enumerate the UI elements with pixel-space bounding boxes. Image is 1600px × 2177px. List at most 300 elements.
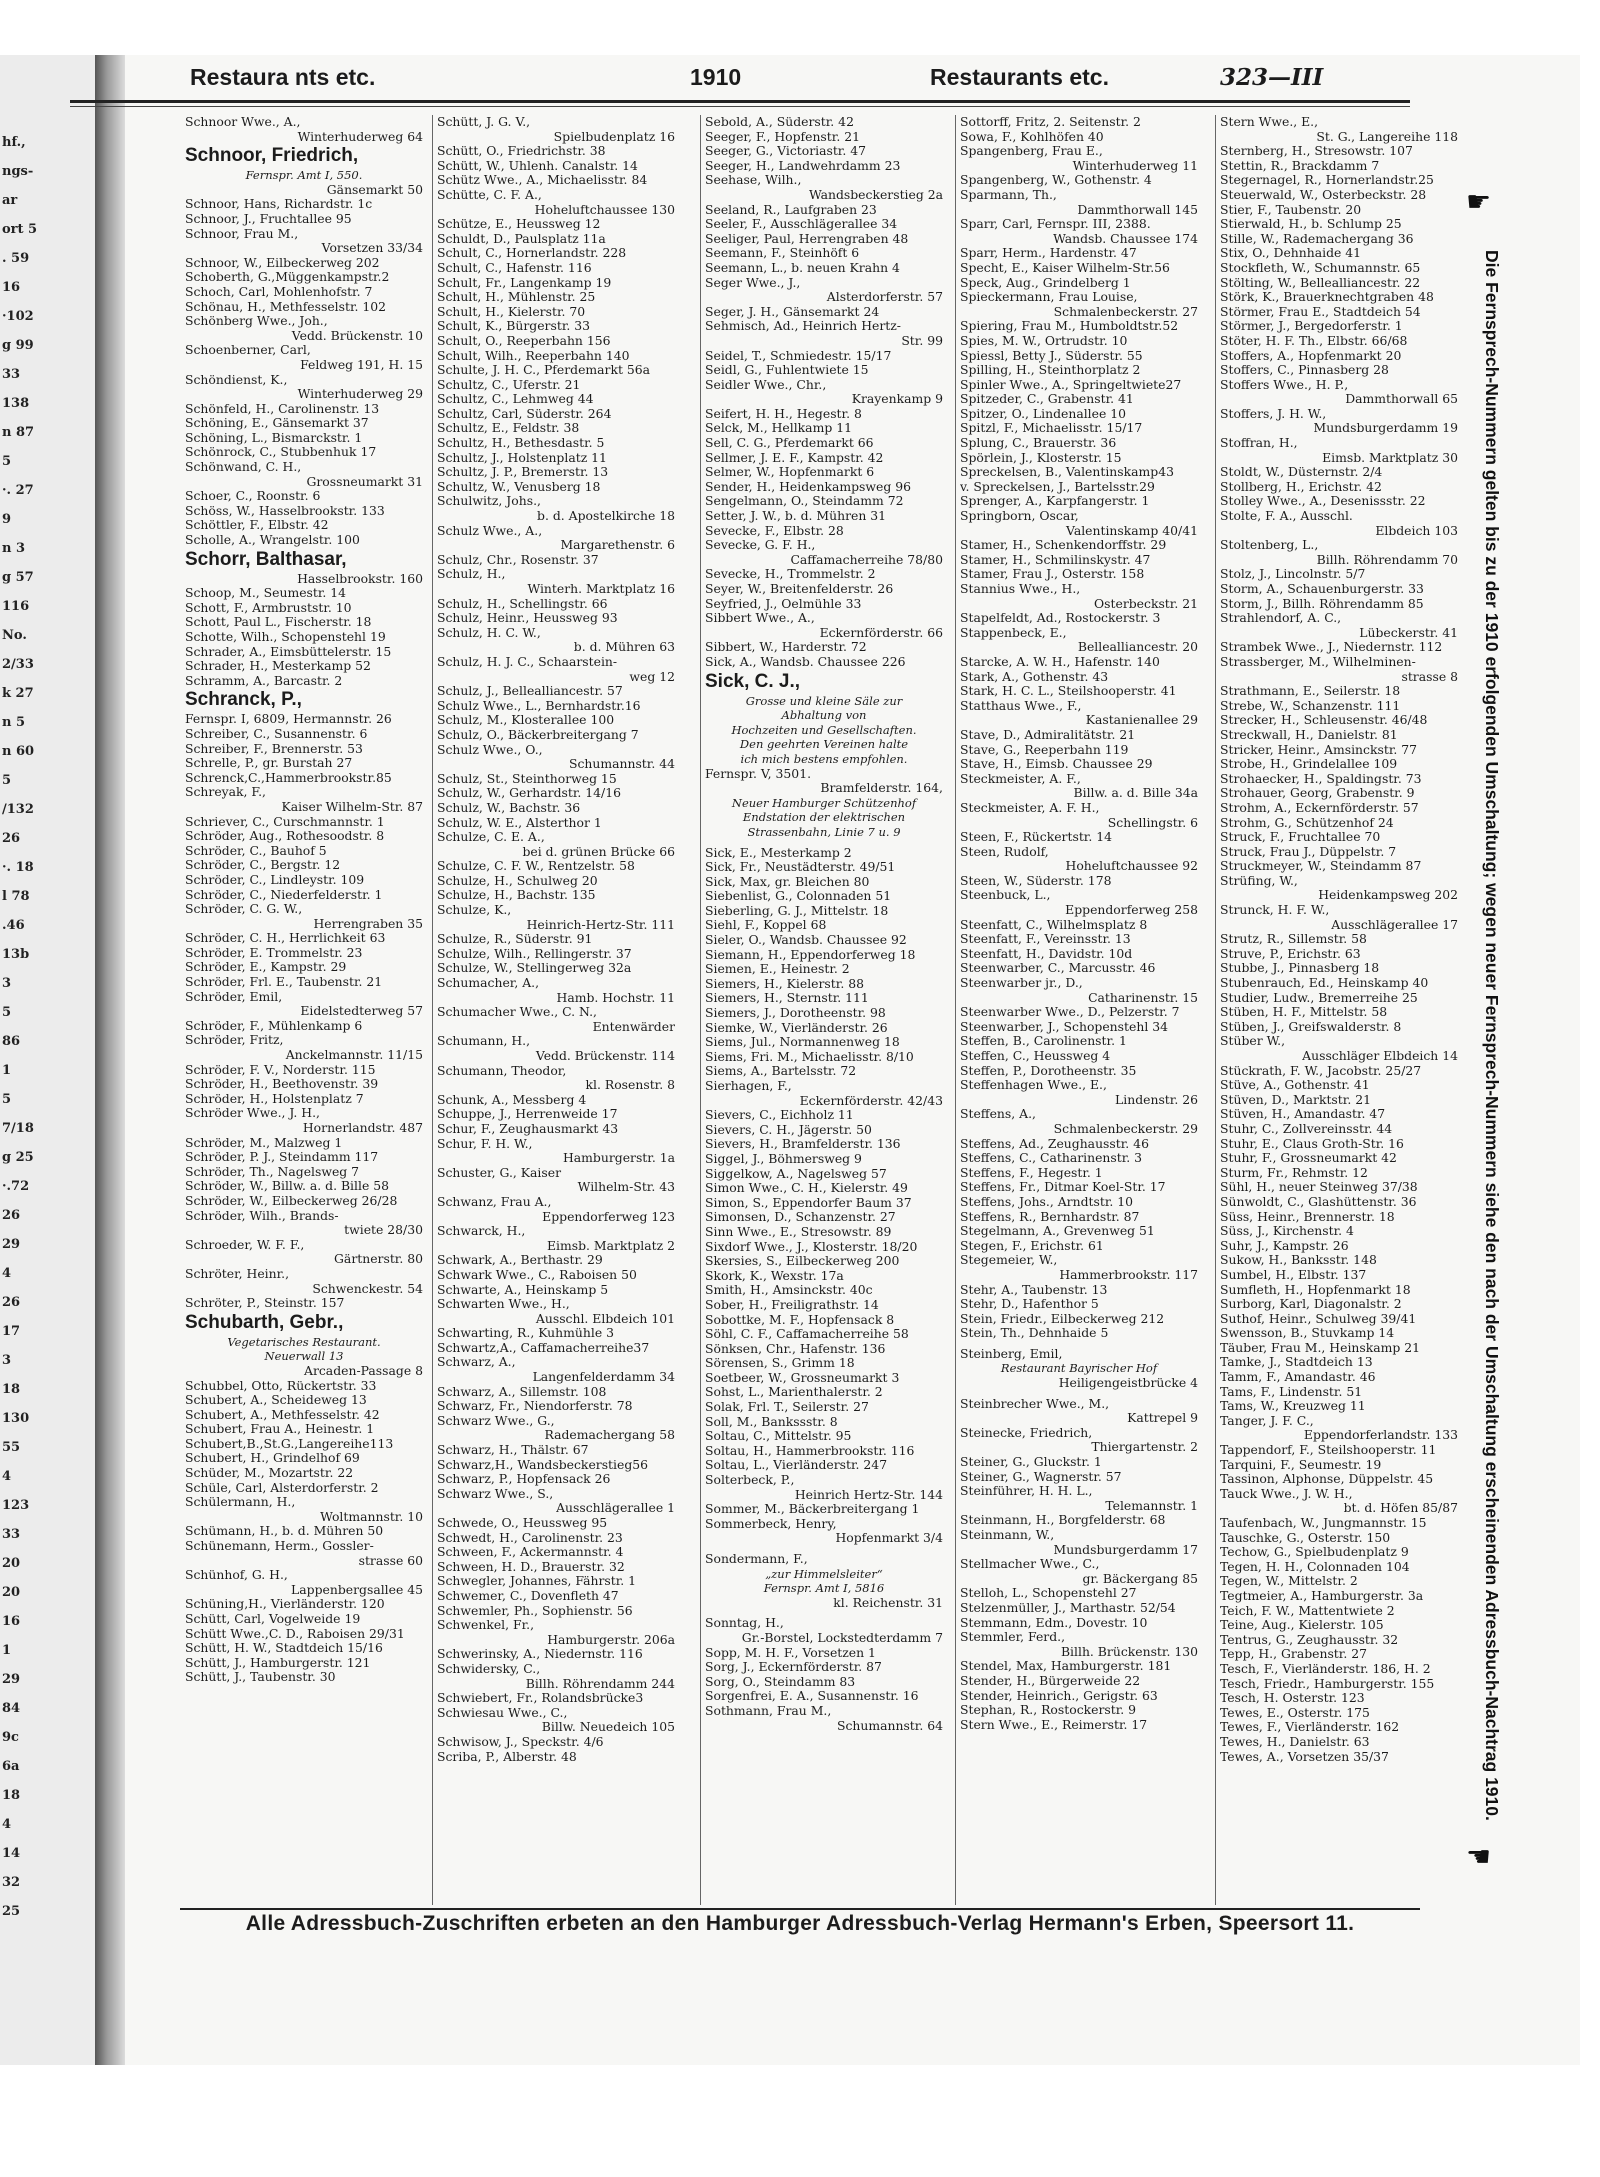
adjacent-page-fragment: hf.,	[2, 135, 26, 150]
directory-entry: Schulze, C. F. W., Rentzelstr. 58	[437, 859, 635, 874]
directory-entry: Schulte, J. H. C., Pferdemarkt 56a	[437, 363, 651, 378]
directory-entry: Skersies, S., Eilbeckerweg 200	[705, 1254, 900, 1269]
directory-entry: Tewes, A., Vorsetzen 35/37	[1220, 1749, 1389, 1764]
directory-entry: Schütt Wwe.,C. D., Raboisen 29/31	[185, 1626, 405, 1641]
page-number: 323—III	[1220, 64, 1324, 91]
directory-entry: Schultz, J. P., Bremerstr. 13	[437, 465, 609, 480]
directory-entry: Strunck, H. F. W.,	[1220, 903, 1330, 918]
directory-entry: Stamer, H., Schenkendorffstr. 29	[960, 538, 1167, 553]
directory-entry: Schultz, W., Venusberg 18	[437, 479, 601, 494]
directory-entry: Restaurant Bayrischer Hof	[1000, 1361, 1158, 1376]
directory-entry: Schnoor, J., Fruchtallee 95	[185, 211, 352, 226]
directory-entry: Schröder, H., Holstenplatz 7	[185, 1091, 364, 1106]
directory-entry: Schultz, C., Uferstr. 21	[437, 377, 581, 392]
directory-entry: Eckernförderstr. 66	[819, 625, 943, 640]
directory-entry: Studier, Ludw., Bremerreihe 25	[1220, 990, 1418, 1005]
adjacent-page-fragment: g 57	[2, 570, 34, 585]
directory-entry: b. d. Mühren 63	[573, 640, 675, 655]
directory-entry: Simon, S., Eppendorfer Baum 37	[705, 1195, 912, 1210]
directory-entry: Stettin, R., Brackdamm 7	[1220, 158, 1380, 173]
directory-entry: Steinmann, W.,	[960, 1528, 1055, 1542]
directory-entry: Hoheluftchaussee 130	[534, 202, 675, 217]
directory-entry: Catharinenstr. 15	[1088, 990, 1198, 1005]
directory-entry: Siemann, H., Eppendorferweg 18	[705, 947, 916, 962]
directory-entry: Stuhr, F., Grossneumarkt 42	[1220, 1151, 1397, 1166]
adjacent-page-fragment: 1	[2, 1063, 12, 1078]
directory-entry: Eppendorferweg 258	[1065, 903, 1198, 918]
column-2	[437, 115, 675, 1905]
directory-entry: Caffamacherreihe 78/80	[790, 552, 943, 567]
directory-entry: Stubenrauch, Ed., Heinskamp 40	[1220, 976, 1429, 991]
directory-entry: Stille, W., Rademachergang 36	[1220, 231, 1414, 246]
directory-entry: Schur, F., Zeughausmarkt 43	[437, 1121, 619, 1136]
directory-entry: Billw. a. d. Bille 34a	[1073, 786, 1198, 801]
directory-entry: Sick, Fr., Neustädterstr. 49/51	[705, 860, 896, 875]
directory-entry: ich mich bestens empfohlen.	[740, 751, 908, 766]
directory-entry: Hamb. Hochstr. 11	[556, 990, 675, 1005]
directory-entry: Scriba, P., Alberstr. 48	[437, 1749, 577, 1764]
directory-entry: Tewes, H., Danielstr. 63	[1220, 1734, 1370, 1749]
directory-entry: Schütz Wwe., A., Michaelisstr. 84	[437, 173, 648, 188]
directory-entry: Vegetarisches Restaurant.	[227, 1334, 381, 1349]
directory-entry: Soltau, C., Mittelstr. 95	[705, 1429, 852, 1444]
directory-entry: Schulz, St., Steinthorweg 15	[437, 771, 617, 786]
directory-entry: Tauck Wwe., J. W. H.,	[1220, 1486, 1353, 1501]
directory-entry: Schüder, M., Mozartstr. 22	[185, 1466, 354, 1481]
directory-entry: Abhaltung von	[781, 708, 867, 723]
directory-entry: Statthaus Wwe., F.,	[960, 698, 1082, 713]
directory-entry: Sieler, O., Wandsb. Chaussee 92	[705, 933, 907, 948]
directory-entry: Ausschl. Elbdeich 101	[535, 1311, 675, 1326]
directory-entry: Schülermann, H.,	[185, 1495, 296, 1510]
directory-entry: Sengelmann, O., Steindamm 72	[705, 494, 904, 509]
directory-entry: Täuber, Frau M., Heinskamp 21	[1220, 1340, 1421, 1355]
directory-entry: Stubbe, J., Pinnasberg 18	[1220, 961, 1380, 976]
adjacent-page-fragment: 5	[2, 773, 12, 788]
directory-entry: Schreiber, F., Brennerstr. 53	[185, 741, 363, 756]
directory-entry: Schröder, H., Beethovenstr. 39	[185, 1077, 379, 1092]
directory-entry: Fernspr. Amt I, 550.	[245, 168, 363, 183]
directory-entry: Tappendorf, F., Steilshooperstr. 11	[1220, 1443, 1437, 1458]
column-divider	[955, 115, 956, 1905]
directory-entry: Schöttler, F., Elbstr. 42	[185, 518, 329, 533]
directory-entry: Siems, Fri. M., Michaelisstr. 8/10	[705, 1049, 914, 1064]
directory-entry: Steffens, Ad., Zeughausstr. 46	[960, 1136, 1149, 1151]
directory-entry: Margarethenstr. 6	[560, 538, 675, 553]
directory-entry: Stehr, D., Hafenthor 5	[960, 1297, 1099, 1312]
footer-notice: Alle Adressbuch-Zuschriften erbeten an den Hamburger Adressbuch-Verlag Hermann's Erben, Speersort 11.	[245, 1912, 1355, 1935]
directory-entry: Tassinon, Alphonse, Düppelstr. 45	[1220, 1472, 1434, 1487]
directory-entry: Sievers, C., Eichholz 11	[705, 1108, 854, 1123]
directory-entry: Siggel, J., Böhmersweg 9	[705, 1151, 862, 1166]
directory-entry: Schwarz,H., Wandsbeckerstieg56	[437, 1457, 649, 1472]
directory-entry: kl. Reichenstr. 31	[833, 1595, 943, 1610]
directory-entry: Schumann, H.,	[437, 1034, 531, 1049]
directory-entry: Spitzer, O., Lindenallee 10	[960, 406, 1127, 421]
directory-entry: Storm, J., Billh. Röhrendamm 85	[1220, 596, 1424, 611]
directory-entry: Splung, C., Brauerstr. 36	[960, 436, 1117, 451]
directory-entry: Seeliger, Paul, Herrengraben 48	[705, 231, 909, 246]
directory-entry: Soltau, H., Hammerbrookstr. 116	[705, 1443, 915, 1458]
directory-entry: Billh. Röhrendamm 244	[525, 1676, 675, 1691]
directory-entry: Schröder, P. J., Steindamm 117	[185, 1150, 379, 1165]
directory-entry: Seifert, H. H., Hegestr. 8	[705, 406, 862, 421]
adjacent-page-fragment: 18	[2, 1788, 21, 1803]
adjacent-page-fragment: 5	[2, 1005, 12, 1020]
directory-entry: Dammthorwall 65	[1345, 392, 1458, 407]
directory-entry: Grossneumarkt 31	[306, 474, 423, 489]
column-divider	[700, 115, 701, 1905]
directory-entry: Seeler, F., Ausschlägerallee 34	[705, 217, 898, 232]
directory-entry: Störmer, Frau E., Stadtdeich 54	[1220, 304, 1421, 319]
directory-entry: Stave, H., Eimsb. Chaussee 29	[960, 757, 1153, 772]
directory-entry: Stark, H. C. L., Steilshooperstr. 41	[960, 684, 1177, 699]
column-3	[705, 115, 943, 1905]
directory-entry: Stemmann, Edm., Dovestr. 10	[960, 1615, 1148, 1630]
directory-entry: Stüben, J., Greifswalderstr. 8	[1220, 1019, 1402, 1034]
directory-entry: Sternberg, H., Stresowstr. 107	[1220, 144, 1413, 159]
adjacent-page-fragment: 6a	[2, 1759, 20, 1774]
directory-entry: Stoffers, A., Hopfenmarkt 20	[1220, 348, 1402, 363]
directory-entry: Störmer, J., Bergedorferstr. 1	[1220, 319, 1403, 334]
adjacent-page-fragment: .46	[2, 918, 25, 933]
directory-entry: Steinbrecher Wwe., M.,	[960, 1396, 1110, 1411]
directory-entry: Mundsburgerdamm 17	[1053, 1542, 1198, 1557]
directory-entry: Stölting, W., Bellealliancestr. 22	[1220, 275, 1421, 290]
directory-entry: Strecker, H., Schleusenstr. 46/48	[1220, 713, 1428, 728]
directory-entry: Steenfatt, F., Vereinsstr. 13	[960, 932, 1131, 947]
directory-entry: Steffen, C., Heussweg 4	[960, 1049, 1111, 1063]
directory-entry: Schubbel, Otto, Rückertstr. 33	[185, 1378, 377, 1393]
directory-entry: Fernspr. I, 6809, Hermannstr. 26	[185, 712, 392, 727]
directory-entry: Schnoor, Hans, Richardstr. 1c	[185, 197, 373, 212]
directory-entry: Schwarz, H., Thälstr. 67	[437, 1443, 589, 1458]
directory-entry: Schwarte, A., Heinskamp 5	[437, 1282, 609, 1297]
directory-entry: Schulz, H. J. C., Schaarstein-	[437, 654, 618, 669]
adjacent-page-fragment: 116	[2, 599, 30, 614]
directory-entry: Stöter, H. F. Th., Elbstr. 66/68	[1220, 333, 1408, 348]
directory-entry: Schween, F., Ackermannstr. 4	[437, 1545, 624, 1560]
directory-entry: Schwenckestr. 54	[312, 1281, 423, 1296]
directory-entry: Siemers, H., Kielerstr. 88	[705, 976, 864, 991]
directory-entry: Vedd. Brückenstr. 10	[291, 328, 423, 343]
directory-entry: Schult, O., Reeperbahn 156	[437, 333, 611, 348]
directory-entry: Sowa, F., Kohlhöfen 40	[960, 129, 1104, 144]
directory-entry: Spielbudenplatz 16	[553, 129, 675, 144]
directory-entry: Simon Wwe., C. H., Kielerstr. 49	[705, 1181, 908, 1196]
directory-entry: Krayenkamp 9	[851, 392, 943, 407]
directory-entry: kl. Rosenstr. 8	[585, 1078, 675, 1093]
adjacent-page-fragment: 26	[2, 831, 21, 846]
directory-entry: Tegen, W., Mittelstr. 2	[1220, 1574, 1358, 1589]
directory-entry: Schoch, Carl, Mohlenhofstr. 7	[185, 284, 373, 299]
directory-entry: Schwede, O., Heussweg 95	[437, 1516, 608, 1530]
adjacent-page-fragment: n 60	[2, 744, 35, 759]
directory-entry: Schubert, A., Methfesselstr. 42	[185, 1407, 380, 1422]
directory-entry: Sehmisch, Ad., Heinrich Hertz-	[705, 319, 901, 334]
directory-entry: Stierwald, H., b. Schlump 25	[1220, 217, 1402, 232]
directory-entry: Siems, A., Bartelsstr. 72	[705, 1064, 857, 1079]
adjacent-page-fragment: 3	[2, 1353, 12, 1368]
directory-entry: Stapelfeldt, Ad., Rostockerstr. 3	[960, 611, 1161, 626]
directory-entry: Bellealliancestr. 20	[1077, 640, 1198, 655]
directory-entry: Stehr, A., Taubenstr. 13	[960, 1282, 1108, 1297]
directory-entry: Strohaecker, H., Spaldingstr. 73	[1220, 771, 1422, 786]
directory-entry: Schellingstr. 6	[1107, 815, 1198, 830]
directory-entry: Grosse und kleine Säle zur	[745, 693, 903, 708]
directory-entry: Arcaden-Passage 8	[304, 1363, 423, 1378]
directory-entry: Strohauer, Georg, Grabenstr. 9	[1220, 786, 1415, 801]
directory-entry: Steenbuck, L.,	[960, 888, 1051, 903]
directory-entry: Schoop, M., Seumestr. 14	[185, 586, 347, 601]
directory-entry: Tesch, H. Osterstr. 123	[1220, 1691, 1365, 1706]
directory-entry: Sober, H., Freiligrathstr. 14	[705, 1297, 879, 1312]
directory-entry: Schröter, P., Steinstr. 157	[185, 1296, 345, 1311]
directory-entry: Solak, Frl. T., Seilerstr. 27	[705, 1400, 869, 1415]
directory-entry: Schrader, A., Eimsbüttelerstr. 15	[185, 644, 392, 659]
directory-entry: Sonntag, H.,	[705, 1616, 784, 1631]
directory-entry: Schulz Wwe., O.,	[437, 742, 543, 757]
directory-entry: Hopfenmarkt 3/4	[835, 1531, 943, 1546]
directory-entry: Schult, H., Kielerstr. 70	[437, 304, 586, 319]
directory-entry: Spangenberg, Frau E.,	[960, 144, 1103, 159]
directory-entry: Schwiesau Wwe., C.,	[437, 1705, 568, 1720]
directory-entry: Steffen, P., Dorotheenstr. 35	[960, 1063, 1137, 1078]
adjacent-page-fragment: /132	[2, 802, 34, 817]
directory-entry: Stender, Heinrich., Gerigstr. 63	[960, 1688, 1158, 1703]
directory-entry: Schütt, H. W., Stadtdeich 15/16	[185, 1641, 383, 1656]
directory-entry: Stüven, H., Amandastr. 47	[1220, 1107, 1386, 1122]
directory-entry: Strohm, G., Schützenhof 24	[1220, 815, 1394, 830]
directory-entry: Schubert,B.,St.G.,Langereihe113	[185, 1436, 394, 1451]
directory-entry: Seidl, G., Fuhlentwiete 15	[705, 363, 869, 378]
directory-entry: Neuer Hamburger Schützenhof	[731, 795, 917, 810]
directory-entry: Siemen, E., Heinestr. 2	[705, 962, 850, 977]
directory-entry: Sick, Max, gr. Bleichen 80	[705, 874, 870, 889]
directory-entry: Suthof, Heinr., Schulweg 39/41	[1220, 1311, 1417, 1326]
directory-entry: Schulz, Chr., Rosenstr. 37	[437, 552, 599, 567]
directory-entry: Steffen, B., Carolinenstr. 1	[960, 1034, 1127, 1049]
directory-entry: Steenfatt, C., Wilhelmsplatz 8	[960, 917, 1148, 932]
directory-entry: Struve, P., Erichstr. 63	[1220, 946, 1361, 961]
directory-entry: Heinrich-Hertz-Str. 111	[526, 917, 675, 932]
directory-entry: gr. Bäckergang 85	[1082, 1571, 1198, 1586]
directory-entry: Seemann, F., Steinhöft 6	[705, 246, 860, 261]
directory-entry: Schütt, J., Hamburgerstr. 121	[185, 1655, 371, 1670]
adjacent-page-fragment: 5	[2, 454, 12, 469]
directory-entry: Schröder, W., Billw. a. d. Bille 58	[185, 1179, 389, 1194]
directory-entry: Schümann, H., b. d. Mühren 50	[185, 1524, 384, 1539]
directory-entry: Sörensen, S., Grimm 18	[705, 1356, 855, 1371]
directory-entry: Steinmann, H., Borgfelderstr. 68	[960, 1513, 1166, 1528]
header-rule	[70, 100, 1410, 103]
directory-entry: Sievers, H., Bramfelderstr. 136	[705, 1137, 901, 1152]
directory-entry: Schröder, F., Mühlenkamp 6	[185, 1018, 363, 1033]
directory-entry: Tauschke, G., Osterstr. 150	[1220, 1530, 1391, 1545]
directory-entry: Steckmeister, A. F. H.,	[960, 800, 1100, 815]
directory-entry: Schüning,H., Vierländerstr. 120	[185, 1597, 385, 1612]
directory-entry: Steffens, F., Hegestr. 1	[960, 1165, 1103, 1180]
directory-entry: Schult, Fr., Langenkamp 19	[437, 275, 612, 290]
adjacent-page-fragment: 123	[2, 1498, 30, 1513]
directory-entry: Sobottke, M. F., Hopfensack 8	[705, 1312, 895, 1327]
directory-entry: Steenwarber, J., Schopenstehl 34	[960, 1019, 1168, 1034]
directory-entry: Telemannstr. 1	[1105, 1498, 1198, 1513]
directory-entry: Schulz, Heinr., Heussweg 93	[437, 611, 618, 626]
directory-entry: Süss, J., Kirchenstr. 4	[1220, 1224, 1354, 1239]
page-header	[70, 62, 1410, 98]
directory-entry: Schröder, C., Niederfelderstr. 1	[185, 887, 383, 902]
featured-entry-name: Schranck, P.,	[185, 689, 302, 711]
directory-entry: Stoffers, J. H. W.,	[1220, 406, 1327, 421]
adjacent-page-fragment: 2/33	[2, 657, 34, 672]
directory-entry: Schultz, Carl, Süderstr. 264	[437, 406, 612, 421]
directory-entry: Bramfelderstr. 164,	[820, 781, 943, 796]
directory-entry: Stave, D., Admiralitätstr. 21	[960, 727, 1136, 742]
directory-entry: Sottorff, Fritz, 2. Seitenstr. 2	[960, 115, 1141, 129]
directory-entry: Schwarz Wwe., G.,	[437, 1413, 555, 1428]
directory-entry: Teine, Aug., Kielerstr. 105	[1220, 1618, 1384, 1633]
column-1	[185, 115, 423, 1905]
directory-entry: Spörlein, J., Klosterstr. 15	[960, 450, 1122, 465]
directory-entry: Spiering, Frau M., Humboldtstr.52	[960, 319, 1179, 334]
directory-entry: Schoberth, G.,Müggenkampstr.2	[185, 270, 390, 285]
directory-entry: Strahlendorf, A. C.,	[1220, 611, 1342, 626]
adjacent-page-fragment: k 27	[2, 686, 34, 701]
adjacent-page-fragment: 18	[2, 1382, 21, 1397]
directory-entry: Stern Wwe., E.,	[1220, 115, 1319, 129]
directory-entry: Schünemann, Herm., Gossler-	[185, 1539, 374, 1554]
directory-entry: Sondermann, F.,	[705, 1552, 808, 1566]
directory-entry: Spinler Wwe., A., Springeltwiete27	[960, 377, 1182, 392]
directory-entry: Schwidersky, C.,	[437, 1661, 541, 1676]
adjacent-page-fragment: . 59	[2, 251, 30, 266]
directory-entry: Spies, M. W., Ortrudstr. 10	[960, 333, 1128, 348]
directory-entry: Spieckermann, Frau Louise,	[960, 290, 1138, 305]
directory-entry: Solterbeck, P.,	[705, 1473, 795, 1488]
directory-entry: Schwarten Wwe., H.,	[437, 1297, 570, 1312]
header-left-title: Restaura nts etc.	[190, 64, 376, 90]
directory-entry: Steinberg, Emil,	[960, 1346, 1063, 1361]
adjacent-page-edge	[0, 55, 98, 2065]
directory-entry: Stelloh, L., Schopenstehl 27	[960, 1586, 1137, 1601]
sidebar-notice: Die Fernsprech-Nummern gelten bis zu der 1910 erfolgenden Umschaltung; wegen neuer Fernsprech-Nummern siehe den nach der Umschaltung erscheinenden Adressbuch-Nachtrag 1910.	[1482, 249, 1502, 1821]
directory-entry: Tamke, J., Stadtdeich 13	[1220, 1355, 1373, 1370]
directory-entry: Schüle, Carl, Alsterdorferstr. 2	[185, 1480, 379, 1495]
directory-entry: Ausschläger Elbdeich 14	[1302, 1049, 1458, 1063]
directory-entry: Sierhagen, F.,	[705, 1079, 792, 1093]
directory-entry: Schwiebert, Fr., Rolandsbrücke3	[437, 1691, 644, 1706]
directory-entry: Heidenkampsweg 202	[1318, 888, 1458, 903]
adjacent-page-fragment: ·. 18	[2, 860, 34, 875]
directory-entry: Schur, F. H. W.,	[437, 1136, 533, 1151]
directory-entry: Schnoor Wwe., A.,	[185, 115, 301, 129]
directory-entry: Struckmeyer, W., Steindamm 87	[1220, 859, 1422, 874]
directory-entry: Sievers, C. H., Jägerstr. 50	[705, 1122, 872, 1137]
directory-entry: Schult, C., Hafenstr. 116	[437, 260, 592, 275]
directory-entry: Struck, Frau J., Düppelstr. 7	[1220, 844, 1397, 859]
directory-entry: Schröder, Emil,	[185, 989, 283, 1004]
directory-entry: Tanger, J. F. C.,	[1220, 1413, 1314, 1428]
directory-entry: Sommerbeck, Henry,	[705, 1516, 837, 1531]
directory-entry: Sukow, H., Banksstr. 148	[1220, 1253, 1377, 1268]
directory-entry: Soltau, L., Vierländerstr. 247	[705, 1458, 888, 1473]
adjacent-page-fragment: g 25	[2, 1150, 34, 1165]
directory-entry: Storm, A., Schauenburgerstr. 33	[1220, 582, 1424, 596]
directory-entry: Schütt, W., Uhlenh. Canalstr. 14	[437, 158, 638, 173]
directory-entry: Stern Wwe., E., Reimerstr. 17	[960, 1717, 1148, 1732]
directory-entry: Tentrus, G., Zeughausstr. 32	[1220, 1632, 1399, 1647]
directory-entry: Stollberg, H., Erichstr. 42	[1220, 479, 1382, 494]
directory-entry: Winterh. Marktplatz 16	[527, 582, 675, 596]
directory-entry: Soll, M., Bankssstr. 8	[705, 1414, 838, 1429]
pointing-hand-icon: ☛	[1466, 185, 1492, 218]
column-5	[1220, 115, 1458, 1905]
directory-entry: Schwedt, H., Carolinenstr. 23	[437, 1530, 623, 1545]
directory-entry: Stellmacher Wwe., C.,	[960, 1557, 1100, 1572]
directory-entry: Schulze, C. E. A.,	[437, 830, 545, 845]
directory-entry: Schultz, C., Lehmweg 44	[437, 392, 594, 407]
directory-entry: Stüven, D., Marktstr. 21	[1220, 1092, 1371, 1107]
directory-entry: Stückrath, F. W., Jacobstr. 25/27	[1220, 1063, 1422, 1078]
directory-entry: Sinn Wwe., E., Stresowstr. 89	[705, 1224, 892, 1239]
adjacent-page-fragment: ·. 27	[2, 483, 34, 498]
directory-entry: Stein, Friedr., Eilbeckerweg 212	[960, 1311, 1165, 1326]
directory-entry: Schröder, C., Bergstr. 12	[185, 858, 341, 873]
directory-entry: Ausschlägerallee 1	[556, 1501, 675, 1516]
directory-entry: Sünwoldt, C., Glashüttenstr. 36	[1220, 1194, 1417, 1209]
directory-entry: Sorgenfrei, E. A., Susannenstr. 16	[705, 1689, 919, 1704]
header-right-title: Restaurants etc.	[930, 64, 1109, 90]
directory-entry: Schubert, H., Grindelhof 69	[185, 1451, 360, 1466]
directory-entry: Steenwarber Wwe., D., Pelzerstr. 7	[960, 1005, 1180, 1020]
directory-entry: Stephan, R., Rostockerstr. 9	[960, 1703, 1137, 1718]
directory-entry: Billh. Röhrendamm 70	[1316, 552, 1458, 567]
adjacent-page-fragment: ar	[2, 193, 18, 208]
directory-entry: Starcke, A. W. H., Hafenstr. 140	[960, 654, 1160, 669]
directory-entry: Swensson, B., Stuvkamp 14	[1220, 1326, 1395, 1341]
directory-entry: Siemers, H., Sternstr. 111	[705, 991, 869, 1006]
directory-entry: Schönberg Wwe., Joh.,	[185, 314, 328, 329]
directory-entry: Alsterdorferstr. 57	[826, 290, 943, 305]
directory-entry: Schoenberner, Carl,	[185, 343, 311, 358]
directory-entry: Schönwand, C. H.,	[185, 460, 302, 475]
adjacent-page-fragment: 14	[2, 1846, 21, 1861]
directory-entry: Schreyak, F.,	[185, 785, 266, 800]
directory-entry: bt. d. Höfen 85/87	[1343, 1501, 1458, 1516]
adjacent-page-fragment: 17	[2, 1324, 21, 1339]
directory-entry: Hamburgerstr. 1a	[562, 1151, 675, 1166]
adjacent-page-fragment: 32	[2, 1875, 21, 1890]
directory-entry: Winterhuderweg 64	[297, 129, 423, 144]
directory-entry: Strathmann, E., Seilerstr. 18	[1220, 684, 1401, 699]
directory-entry: Steenwarber, C., Marcusstr. 46	[960, 961, 1156, 976]
directory-entry: Schumann, Theodor,	[437, 1063, 567, 1078]
directory-entry: Stolley Wwe., A., Desenissstr. 22	[1220, 494, 1426, 509]
directory-entry: Setter, J. W., b. d. Mühren 31	[705, 509, 887, 524]
directory-entry: Schütte, C. F. A.,	[437, 187, 542, 202]
directory-entry: Sellmer, J. E. F., Kampstr. 42	[705, 450, 884, 465]
directory-entry: Steenfatt, H., Davidstr. 10d	[960, 946, 1133, 961]
directory-entry: Schwartz,A., Caffamacherreihe37	[437, 1340, 650, 1355]
directory-entry: Wandsb. Chaussee 174	[1053, 231, 1198, 246]
directory-entry: Siemke, W., Vierländerstr. 26	[705, 1020, 888, 1035]
directory-entry: Tesch, F., Vierländerstr. 186, H. 2	[1220, 1661, 1431, 1676]
directory-entry: Schult, K., Bürgerstr. 33	[437, 319, 591, 334]
directory-entry: Schröder, C., Bauhof 5	[185, 843, 327, 858]
directory-entry: Störk, K., Brauerknechtgraben 48	[1220, 290, 1434, 305]
directory-entry: Strassberger, M., Wilhelminen-	[1220, 654, 1416, 669]
